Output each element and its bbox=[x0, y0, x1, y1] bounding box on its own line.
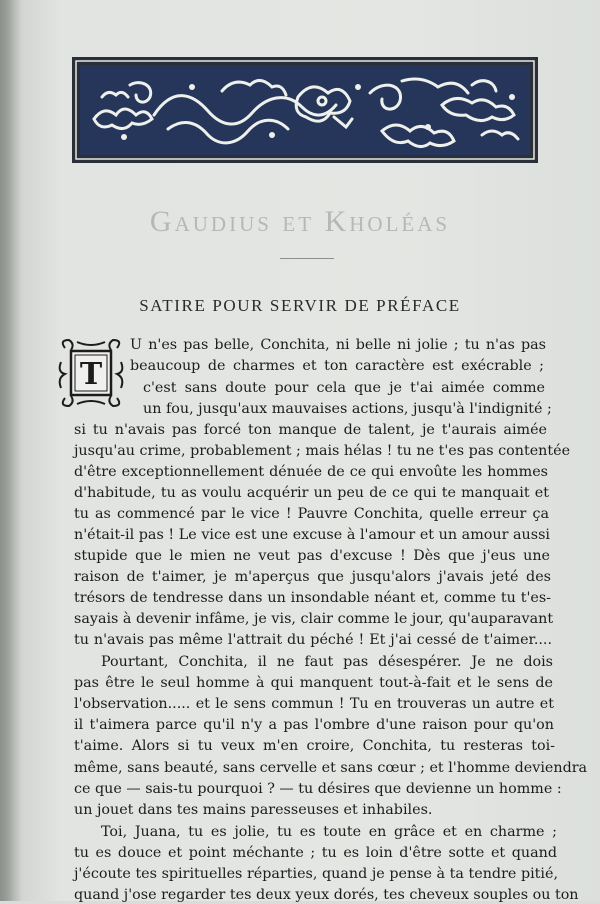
text-line: même, sans beauté, sans cervelle et sans cœur ; et l'homme deviendra bbox=[74, 760, 588, 776]
chapter-title: Gaudius et Kholéas bbox=[149, 205, 451, 238]
text-line: l'observation..... et le sens commun ! Tu en trouveras un autre et bbox=[74, 696, 554, 712]
text-line: Pourtant, Conchita, il ne faut pas désespérer. Je ne dois bbox=[101, 654, 553, 670]
text-line: stupide que le mien ne veut pas d'excuse ! Dès que j'eus une bbox=[74, 548, 550, 564]
page-gutter-shadow bbox=[0, 0, 22, 901]
text-line: d'être exceptionnellement dénuée de ce qui envoûte les hommes bbox=[74, 464, 548, 480]
text-line: Toi, Juana, tu es jolie, tu es toute en grâce et en charme ; bbox=[101, 824, 557, 840]
text-line: si tu n'avais pas forcé ton manque de talent, je t'aurais aimée bbox=[74, 422, 547, 438]
text-line: il t'aimera parce qu'il n'y a pas l'ombre d'une raison pour qu'on bbox=[74, 717, 554, 733]
ornamental-dropcap bbox=[57, 338, 125, 408]
text-line: pas être le seul homme à qui manquent tout-à-fait et le sens de bbox=[74, 675, 553, 691]
text-line: c'est sans doute pour cela que je t'ai aimée comme bbox=[143, 380, 545, 396]
text-line: d'habitude, tu as voulu acquérir un peu de ce qui te manquait et bbox=[74, 485, 549, 501]
text-line: jusqu'au crime, probablement ; mais hélas ! tu ne t'es pas contentée bbox=[74, 443, 571, 459]
text-line: beaucoup de charmes et ton caractère est exécrable ; bbox=[130, 358, 544, 374]
text-line: un jouet dans tes mains paresseuses et inhabiles. bbox=[74, 802, 433, 818]
section-subtitle: SATIRE POUR SERVIR DE PRÉFACE bbox=[139, 296, 461, 315]
text-line: raison de t'aimer, je m'aperçus que jusqu'alors j'avais jeté des bbox=[74, 569, 551, 585]
text-line: ce que — sais-tu pourquoi ? — tu désires que devienne un homme : bbox=[74, 781, 562, 797]
text-line: tu as commencé par le vice ! Pauvre Conchita, quelle erreur ça bbox=[74, 506, 549, 522]
text-line: n'était-il pas ! Le vice est une excuse à l'amour et un amour aussi bbox=[74, 527, 550, 543]
text-line: quand j'ose regarder tes deux yeux dorés, tes cheveux souples ou ton bbox=[74, 887, 579, 903]
text-line: tu n'avais pas même l'attrait du péché ! Et j'ai cessé de t'aimer.... bbox=[74, 632, 552, 648]
dropcap-letter: T bbox=[79, 357, 103, 392]
text-line: U n'es pas belle, Conchita, ni belle ni jolie ; tu n'as pas bbox=[130, 337, 546, 353]
text-line: sayais à devenir infâme, je vis, clair comme le jour, qu'auparavant bbox=[74, 611, 554, 627]
text-line: t'aime. Alors si tu veux m'en croire, Conchita, tu resteras toi- bbox=[74, 738, 555, 754]
ornamental-header-banner bbox=[72, 57, 538, 163]
text-line: tu es douce et point méchante ; tu es loin d'être sotte et quand bbox=[74, 845, 557, 861]
text-line: trésors de tendresse dans un insondable néant et, comme tu t'es- bbox=[74, 590, 551, 606]
text-line: j'écoute tes spirituelles réparties, quand je pense à ta tendre pitié, bbox=[74, 866, 558, 882]
title-divider bbox=[280, 258, 334, 259]
text-line: un fou, jusqu'aux mauvaises actions, jusqu'à l'indignité ; bbox=[143, 401, 552, 417]
